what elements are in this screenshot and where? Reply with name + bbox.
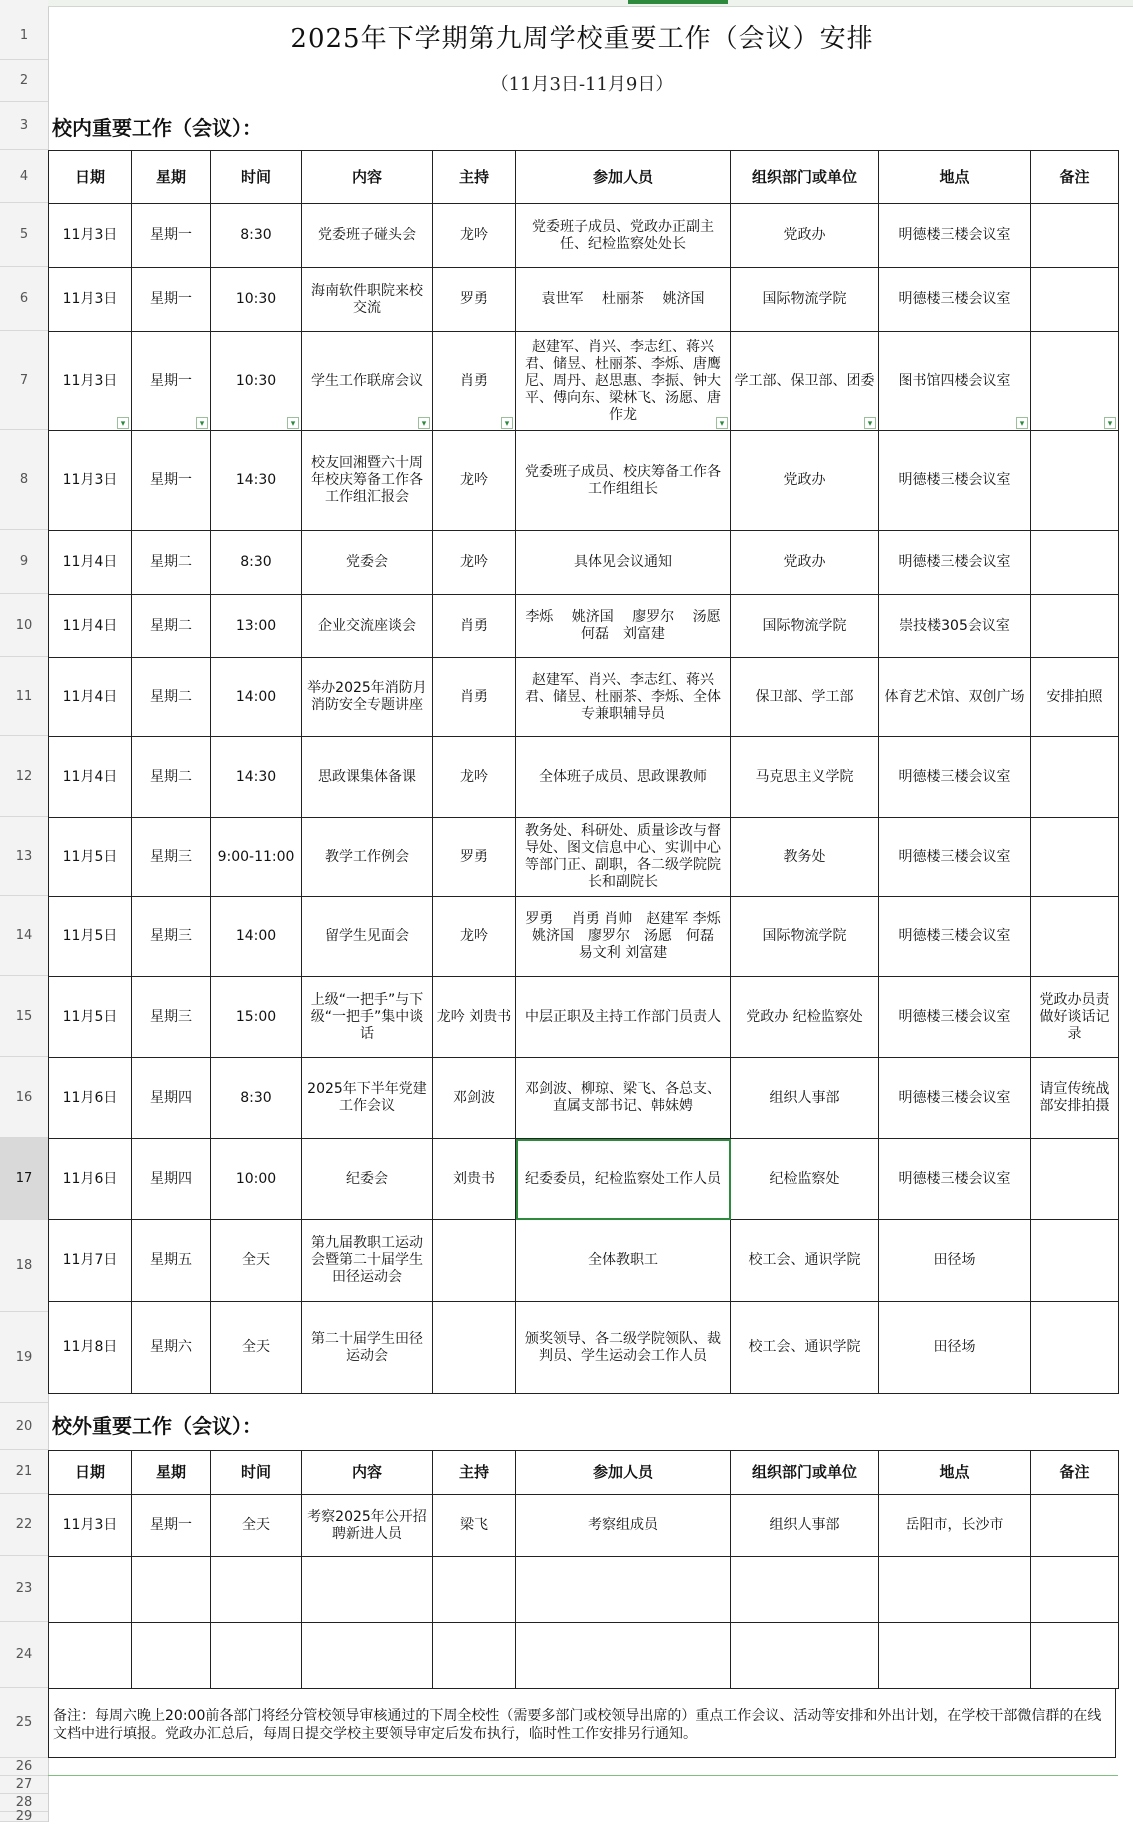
row-number[interactable]: 17: [0, 1138, 48, 1220]
cell-org[interactable]: 学工部、保卫部、团委 ▾: [731, 332, 879, 431]
cell-host[interactable]: [433, 1302, 516, 1394]
empty-cell[interactable]: [1031, 1557, 1119, 1623]
empty-cell[interactable]: [433, 1623, 516, 1689]
row-number[interactable]: 2: [0, 60, 48, 102]
cell-content[interactable]: 第二十届学生田径运动会: [302, 1302, 433, 1394]
cell-org[interactable]: 党政办: [731, 531, 879, 595]
cell-content[interactable]: 党委班子碰头会: [302, 204, 433, 268]
cell-weekday[interactable]: 星期一 ▾: [132, 332, 211, 431]
cell-date[interactable]: 11月5日: [49, 977, 132, 1058]
column-header-date[interactable]: 日期: [49, 1451, 132, 1495]
row-number[interactable]: 12: [0, 736, 48, 817]
cell-time[interactable]: 全天: [211, 1302, 302, 1394]
cell-org[interactable]: 党政办: [731, 204, 879, 268]
row-number[interactable]: 28: [0, 1794, 48, 1812]
cell-time[interactable]: 10:30 ▾: [211, 332, 302, 431]
cell-weekday[interactable]: 星期一: [132, 204, 211, 268]
empty-cell[interactable]: [211, 1557, 302, 1623]
cell-time[interactable]: 10:00: [211, 1139, 302, 1220]
cell-time[interactable]: 全天: [211, 1220, 302, 1302]
row-number[interactable]: 25: [0, 1688, 48, 1758]
cell-time[interactable]: 15:00: [211, 977, 302, 1058]
cell-attendees[interactable]: 纪委委员，纪检监察处工作人员: [516, 1139, 731, 1220]
cell-time[interactable]: 全天: [211, 1495, 302, 1557]
row-number[interactable]: 16: [0, 1057, 48, 1138]
cell-attendees[interactable]: 党委班子成员、党政办正副主任、纪检监察处处长: [516, 204, 731, 268]
cell-weekday[interactable]: 星期三: [132, 897, 211, 977]
sheet-boundary-line: [48, 1775, 1118, 1776]
cell-weekday[interactable]: 星期六: [132, 1302, 211, 1394]
cell-time[interactable]: 9:00-11:00: [211, 818, 302, 897]
row-number[interactable]: 4: [0, 150, 48, 203]
cell-host[interactable]: 龙吟: [433, 897, 516, 977]
selected-column-marker: [628, 0, 728, 4]
cell-time[interactable]: 8:30: [211, 204, 302, 268]
cell-note[interactable]: 安排拍照: [1031, 658, 1119, 737]
cell-date[interactable]: 11月5日: [49, 897, 132, 977]
cell-place[interactable]: 体育艺术馆、双创广场: [879, 658, 1031, 737]
cell-content[interactable]: 2025年下半年党建工作会议: [302, 1058, 433, 1139]
table-row: [49, 332, 1119, 431]
cell-org[interactable]: 国际物流学院: [731, 268, 879, 332]
cell-content[interactable]: 海南软件职院来校交流: [302, 268, 433, 332]
cell-attendees[interactable]: 教务处、科研处、质量诊改与督导处、图文信息中心、实训中心等部门正、副职，各二级学院院长和副院长: [516, 818, 731, 897]
cell-note[interactable]: [1031, 1220, 1119, 1302]
cell-content[interactable]: 留学生见面会: [302, 897, 433, 977]
cell-weekday[interactable]: 星期四: [132, 1058, 211, 1139]
column-header-attendees[interactable]: 参加人员: [516, 1451, 731, 1495]
cell-weekday[interactable]: 星期一: [132, 1495, 211, 1557]
column-header-content[interactable]: 内容: [302, 1451, 433, 1495]
cell-attendees[interactable]: 全体教职工: [516, 1220, 731, 1302]
column-header-date[interactable]: 日期: [49, 151, 132, 204]
cell-org[interactable]: 教务处: [731, 818, 879, 897]
table-row: [49, 1302, 1119, 1394]
cell-note[interactable]: [1031, 737, 1119, 818]
empty-cell[interactable]: [132, 1623, 211, 1689]
column-header-host[interactable]: 主持: [433, 1451, 516, 1495]
table-row: [49, 977, 1119, 1058]
cell-date[interactable]: 11月4日: [49, 737, 132, 818]
cell-date[interactable]: 11月4日: [49, 531, 132, 595]
cell-place[interactable]: 图书馆四楼会议室 ▾: [879, 332, 1031, 431]
external-schedule-table: [48, 1450, 1119, 1689]
column-header-strip: [48, 0, 1133, 7]
row-number[interactable]: 13: [0, 817, 48, 896]
row-number[interactable]: 15: [0, 976, 48, 1057]
cell-place[interactable]: 岳阳市，长沙市: [879, 1495, 1031, 1557]
empty-cell[interactable]: [302, 1557, 433, 1623]
cell-place[interactable]: 田径场: [879, 1302, 1031, 1394]
cell-weekday[interactable]: 星期二: [132, 658, 211, 737]
cell-date[interactable]: 11月3日: [49, 1495, 132, 1557]
table-row: [49, 818, 1119, 897]
table-row: [49, 204, 1119, 268]
cell-note[interactable]: 党政办员责做好谈话记录: [1031, 977, 1119, 1058]
cell-content[interactable]: 考察2025年公开招聘新进人员: [302, 1495, 433, 1557]
cell-note[interactable]: [1031, 268, 1119, 332]
cell-org[interactable]: 校工会、通识学院: [731, 1220, 879, 1302]
table-row: [49, 658, 1119, 737]
cell-weekday[interactable]: 星期二: [132, 595, 211, 658]
empty-cell[interactable]: [1031, 1623, 1119, 1689]
page-title: 2025年下学期第九周学校重要工作（会议）安排: [290, 23, 874, 54]
row-number[interactable]: 26: [0, 1758, 48, 1776]
empty-cell[interactable]: [132, 1557, 211, 1623]
cell-place[interactable]: 明德楼三楼会议室: [879, 204, 1031, 268]
cell-host[interactable]: 肖勇 ▾: [433, 332, 516, 431]
column-header-time[interactable]: 时间: [211, 151, 302, 204]
cell-place[interactable]: 明德楼三楼会议室: [879, 1139, 1031, 1220]
column-header-weekday[interactable]: 星期: [132, 1451, 211, 1495]
table-row: [49, 431, 1119, 531]
cell-weekday[interactable]: 星期一: [132, 431, 211, 531]
column-header-org[interactable]: 组织部门或单位: [731, 1451, 879, 1495]
cell-content[interactable]: 学生工作联席会议 ▾: [302, 332, 433, 431]
cell-attendees[interactable]: 李烁 姚济国 廖罗尔 汤愿 何磊 刘富建: [516, 595, 731, 658]
empty-cell[interactable]: [302, 1623, 433, 1689]
cell-time[interactable]: 8:30: [211, 1058, 302, 1139]
cell-attendees[interactable]: 罗勇 肖勇 肖帅 赵建军 李烁 姚济国 廖罗尔 汤愿 何磊 易文利 刘富建: [516, 897, 731, 977]
cell-note[interactable]: [1031, 595, 1119, 658]
row-number[interactable]: 6: [0, 267, 48, 331]
cell-org[interactable]: 党政办 纪检监察处: [731, 977, 879, 1058]
empty-cell[interactable]: [211, 1623, 302, 1689]
cell-org[interactable]: 国际物流学院: [731, 897, 879, 977]
row-number[interactable]: 23: [0, 1556, 48, 1622]
cell-org[interactable]: 保卫部、学工部: [731, 658, 879, 737]
cell-content[interactable]: 教学工作例会: [302, 818, 433, 897]
empty-cell[interactable]: [433, 1557, 516, 1623]
empty-cell[interactable]: [49, 1557, 132, 1623]
cell-host[interactable]: 龙吟: [433, 737, 516, 818]
cell-host[interactable]: 罗勇: [433, 818, 516, 897]
table-row: [49, 1139, 1119, 1220]
cell-host[interactable]: 梁飞: [433, 1495, 516, 1557]
cell-note[interactable]: [1031, 332, 1119, 431]
cell-org[interactable]: 马克思主义学院: [731, 737, 879, 818]
cell-org[interactable]: 国际物流学院: [731, 595, 879, 658]
cell-time[interactable]: 8:30: [211, 531, 302, 595]
column-header-attendees[interactable]: 参加人员: [516, 151, 731, 204]
cell-host[interactable]: 龙吟 刘贵书: [433, 977, 516, 1058]
cell-content[interactable]: 校友回湘暨六十周年校庆筹备工作各工作组汇报会: [302, 431, 433, 531]
cell-attendees[interactable]: 邓剑波、柳琼、梁飞、各总支、直属支部书记、韩妹娉: [516, 1058, 731, 1139]
cell-content[interactable]: 举办2025年消防月消防安全专题讲座: [302, 658, 433, 737]
cell-content[interactable]: 上级“一把手”与下级“一把手”集中谈话: [302, 977, 433, 1058]
cell-date[interactable]: 11月6日: [49, 1139, 132, 1220]
empty-cell[interactable]: [879, 1557, 1031, 1623]
cell-date[interactable]: 11月4日: [49, 658, 132, 737]
cell-weekday[interactable]: 星期三: [132, 977, 211, 1058]
row-number[interactable]: 9: [0, 530, 48, 594]
row-number[interactable]: 29: [0, 1812, 48, 1822]
cell-note[interactable]: 请宣传统战部安排拍摄: [1031, 1058, 1119, 1139]
cell-place[interactable]: 明德楼三楼会议室: [879, 737, 1031, 818]
cell-org[interactable]: 组织人事部: [731, 1058, 879, 1139]
cell-org[interactable]: 纪检监察处: [731, 1139, 879, 1220]
row-number[interactable]: 7: [0, 331, 48, 430]
table-row: [49, 1495, 1119, 1557]
cell-org[interactable]: 校工会、通识学院: [731, 1302, 879, 1394]
column-header-org[interactable]: 组织部门或单位: [731, 151, 879, 204]
cell-date[interactable]: 11月7日: [49, 1220, 132, 1302]
cell-org[interactable]: 党政办: [731, 431, 879, 531]
cell-attendees[interactable]: 全体班子成员、思政课教师: [516, 737, 731, 818]
table-row: [49, 897, 1119, 977]
row-number[interactable]: 19: [0, 1312, 48, 1403]
cell-note[interactable]: [1031, 204, 1119, 268]
cell-note[interactable]: [1031, 1302, 1119, 1394]
cell-time[interactable]: 13:00: [211, 595, 302, 658]
cell-attendees[interactable]: 颁奖领导、各二级学院领队、裁判员、学生运动会工作人员: [516, 1302, 731, 1394]
empty-cell[interactable]: [516, 1623, 731, 1689]
cell-note[interactable]: [1031, 818, 1119, 897]
cell-weekday[interactable]: 星期五: [132, 1220, 211, 1302]
cell-place[interactable]: 明德楼三楼会议室: [879, 531, 1031, 595]
cell-host[interactable]: 龙吟: [433, 431, 516, 531]
cell-date[interactable]: 11月8日: [49, 1302, 132, 1394]
cell-place[interactable]: 明德楼三楼会议室: [879, 897, 1031, 977]
column-header-weekday[interactable]: 星期: [132, 151, 211, 204]
cell-attendees[interactable]: 中层正职及主持工作部门员责人: [516, 977, 731, 1058]
column-header-host[interactable]: 主持: [433, 151, 516, 204]
row-number[interactable]: 3: [0, 102, 48, 150]
cell-weekday[interactable]: 星期四: [132, 1139, 211, 1220]
cell-note[interactable]: [1031, 1139, 1119, 1220]
cell-content[interactable]: 思政课集体备课: [302, 737, 433, 818]
empty-cell[interactable]: [731, 1623, 879, 1689]
internal-section-heading: 校内重要工作（会议）：: [52, 116, 262, 140]
empty-row: [49, 1557, 1119, 1623]
cell-note[interactable]: [1031, 1495, 1119, 1557]
table-row: [49, 531, 1119, 595]
row-number[interactable]: 5: [0, 203, 48, 267]
cell-date[interactable]: 11月5日: [49, 818, 132, 897]
cell-weekday[interactable]: 星期二: [132, 531, 211, 595]
cell-place[interactable]: 崇技楼305会议室: [879, 595, 1031, 658]
column-header-place[interactable]: 地点: [879, 151, 1031, 204]
external-section-heading: 校外重要工作（会议）：: [52, 1414, 262, 1438]
cell-time[interactable]: 14:00: [211, 897, 302, 977]
cell-content[interactable]: 企业交流座谈会: [302, 595, 433, 658]
column-header-note[interactable]: 备注: [1031, 151, 1119, 204]
cell-place[interactable]: 明德楼三楼会议室: [879, 268, 1031, 332]
row-number[interactable]: 24: [0, 1622, 48, 1688]
cell-note[interactable]: [1031, 897, 1119, 977]
table-row: [49, 1220, 1119, 1302]
row-number[interactable]: 8: [0, 430, 48, 530]
cell-place[interactable]: 明德楼三楼会议室: [879, 818, 1031, 897]
cell-attendees[interactable]: 袁世军 杜丽茶 姚济国: [516, 268, 731, 332]
cell-host[interactable]: 肖勇: [433, 658, 516, 737]
cell-attendees[interactable]: 赵建军、肖兴、李志红、蒋兴君、储昱、杜丽茶、李烁、唐鹰尼、周丹、赵思惠、李振、钟大平、傅向东、梁林飞、汤愿、唐作龙 ▾: [516, 332, 731, 431]
cell-date[interactable]: 11月3日 ▾: [49, 332, 132, 431]
cell-weekday[interactable]: 星期一: [132, 268, 211, 332]
cell-attendees[interactable]: 赵建军、肖兴、李志红、蒋兴君、储昱、杜丽茶、李烁、全体专兼职辅导员: [516, 658, 731, 737]
row-number[interactable]: 22: [0, 1494, 48, 1556]
cell-weekday[interactable]: 星期二: [132, 737, 211, 818]
empty-cell[interactable]: [879, 1623, 1031, 1689]
cell-date[interactable]: 11月3日: [49, 268, 132, 332]
empty-cell[interactable]: [731, 1557, 879, 1623]
cell-weekday[interactable]: 星期三: [132, 818, 211, 897]
cell-place[interactable]: 田径场: [879, 1220, 1031, 1302]
table-row: [49, 1058, 1119, 1139]
cell-attendees[interactable]: 党委班子成员、校庆筹备工作各工作组组长: [516, 431, 731, 531]
table-row: [49, 737, 1119, 818]
cell-time[interactable]: 14:30: [211, 737, 302, 818]
column-header-note[interactable]: 备注: [1031, 1451, 1119, 1495]
row-number[interactable]: 18: [0, 1220, 48, 1312]
row-number[interactable]: 27: [0, 1776, 48, 1794]
cell-host[interactable]: 龙吟: [433, 531, 516, 595]
cell-time[interactable]: 10:30: [211, 268, 302, 332]
cell-host[interactable]: 刘贵书: [433, 1139, 516, 1220]
cell-place[interactable]: 明德楼三楼会议室: [879, 1058, 1031, 1139]
cell-host[interactable]: 肖勇: [433, 595, 516, 658]
empty-row: [49, 1623, 1119, 1689]
column-header-place[interactable]: 地点: [879, 1451, 1031, 1495]
table-row: [49, 268, 1119, 332]
footnote-cell[interactable]: 备注：每周六晚上20:00前各部门将经分管校领导审核通过的下周全校性（需要多部门或校领导出席的）重点工作会议、活动等安排和外出计划，在学校干部微信群的在线文档中进行填报。党政办汇总后，每周日提交学校主要领导审定后发布执行，临时性工作安排另行通知。: [48, 1688, 1116, 1758]
cell-host[interactable]: 罗勇: [433, 268, 516, 332]
cell-content[interactable]: 第九届教职工运动会暨第二十届学生田径运动会: [302, 1220, 433, 1302]
empty-cell[interactable]: [516, 1557, 731, 1623]
cell-attendees[interactable]: 考察组成员: [516, 1495, 731, 1557]
cell-date[interactable]: 11月3日: [49, 204, 132, 268]
cell-content[interactable]: 纪委会: [302, 1139, 433, 1220]
row-number[interactable]: 11: [0, 657, 48, 736]
row-number[interactable]: 20: [0, 1403, 48, 1450]
cell-date[interactable]: 11月6日: [49, 1058, 132, 1139]
empty-cell[interactable]: [49, 1623, 132, 1689]
column-header-time[interactable]: 时间: [211, 1451, 302, 1495]
row-number[interactable]: 1: [0, 12, 48, 60]
date-range-subtitle: （11月3日-11月9日）: [490, 74, 674, 95]
cell-host[interactable]: 邓剑波: [433, 1058, 516, 1139]
cell-attendees[interactable]: 具体见会议通知: [516, 531, 731, 595]
cell-note[interactable]: [1031, 431, 1119, 531]
cell-time[interactable]: 14:30: [211, 431, 302, 531]
row-number[interactable]: 21: [0, 1450, 48, 1494]
row-number[interactable]: 14: [0, 896, 48, 976]
cell-host[interactable]: 龙吟: [433, 204, 516, 268]
cell-time[interactable]: 14:00: [211, 658, 302, 737]
cell-date[interactable]: 11月4日: [49, 595, 132, 658]
row-number[interactable]: 10: [0, 594, 48, 657]
column-header-content[interactable]: 内容: [302, 151, 433, 204]
internal-schedule-table: [48, 150, 1119, 1394]
cell-host[interactable]: [433, 1220, 516, 1302]
table-row: [49, 595, 1119, 658]
cell-place[interactable]: 明德楼三楼会议室: [879, 431, 1031, 531]
cell-content[interactable]: 党委会: [302, 531, 433, 595]
cell-note[interactable]: [1031, 531, 1119, 595]
cell-date[interactable]: 11月3日: [49, 431, 132, 531]
cell-org[interactable]: 组织人事部: [731, 1495, 879, 1557]
cell-place[interactable]: 明德楼三楼会议室: [879, 977, 1031, 1058]
